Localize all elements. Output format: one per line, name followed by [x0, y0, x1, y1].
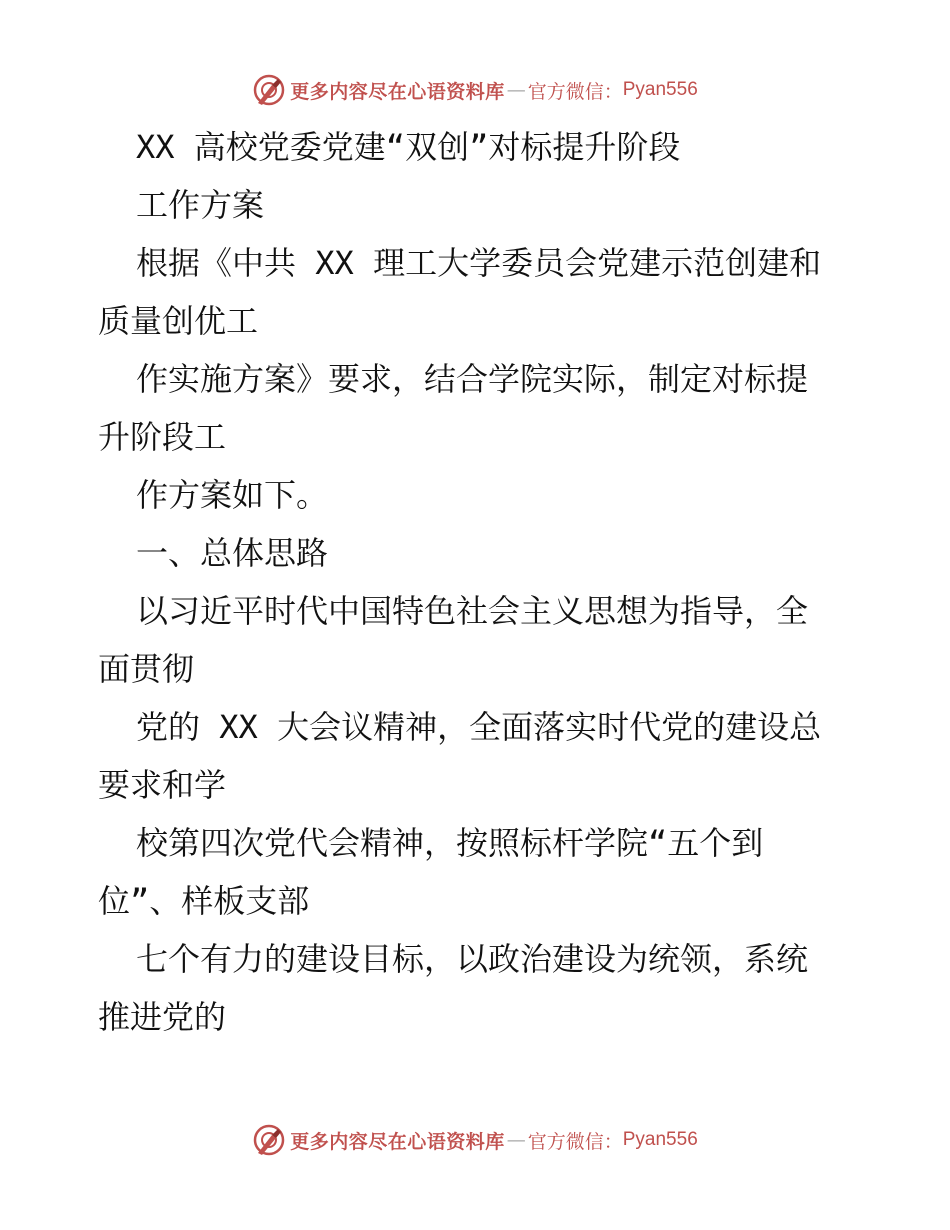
watermark-account: Pyan556 — [622, 79, 698, 100]
paragraph-line: 以习近平时代中国特色社会主义思想为指导，全 — [136, 592, 809, 630]
paragraph-line: 面贯彻 — [98, 650, 195, 688]
paragraph-line: 党的 XX 大会议精神，全面落实时代党的建设总 — [136, 708, 822, 746]
paragraph-line: 升阶段工 — [98, 418, 227, 456]
watermark-dash: — — [506, 79, 526, 101]
paragraph-line: 校第四次党代会精神，按照标杆学院“五个到 — [136, 824, 764, 862]
pen-logo-icon — [252, 1123, 286, 1157]
watermark-account: Pyan556 — [622, 1129, 698, 1150]
watermark-brand: 更多内容尽在心语资料库 — [290, 80, 505, 103]
footer-watermark — [0, 1120, 950, 1160]
paragraph-line: 位”、样板支部 — [98, 882, 310, 920]
paragraph-line: 根据《中共 XX 理工大学委员会党建示范创建和 — [136, 244, 822, 282]
pen-logo-icon — [252, 73, 286, 107]
header-watermark — [0, 70, 950, 110]
watermark-dash: — — [506, 1129, 526, 1151]
paragraph-line: 质量创优工 — [98, 302, 259, 340]
paragraph-line: 推进党的 — [98, 998, 227, 1036]
document-title: XX 高校党委党建“双创”对标提升阶段 — [136, 128, 681, 166]
paragraph-line: 作方案如下。 — [136, 476, 329, 514]
section-heading: 一、总体思路 — [136, 534, 329, 572]
watermark-label: 官方微信： — [527, 1130, 623, 1153]
watermark-label: 官方微信： — [527, 80, 623, 103]
paragraph-line: 七个有力的建设目标，以政治建设为统领，系统 — [136, 940, 809, 978]
paragraph-line: 作实施方案》要求，结合学院实际，制定对标提 — [136, 360, 809, 398]
paragraph-line: 要求和学 — [98, 766, 227, 804]
document-body — [98, 118, 858, 1046]
document-title-line-2: 工作方案 — [136, 186, 265, 224]
watermark-brand: 更多内容尽在心语资料库 — [290, 1130, 505, 1153]
